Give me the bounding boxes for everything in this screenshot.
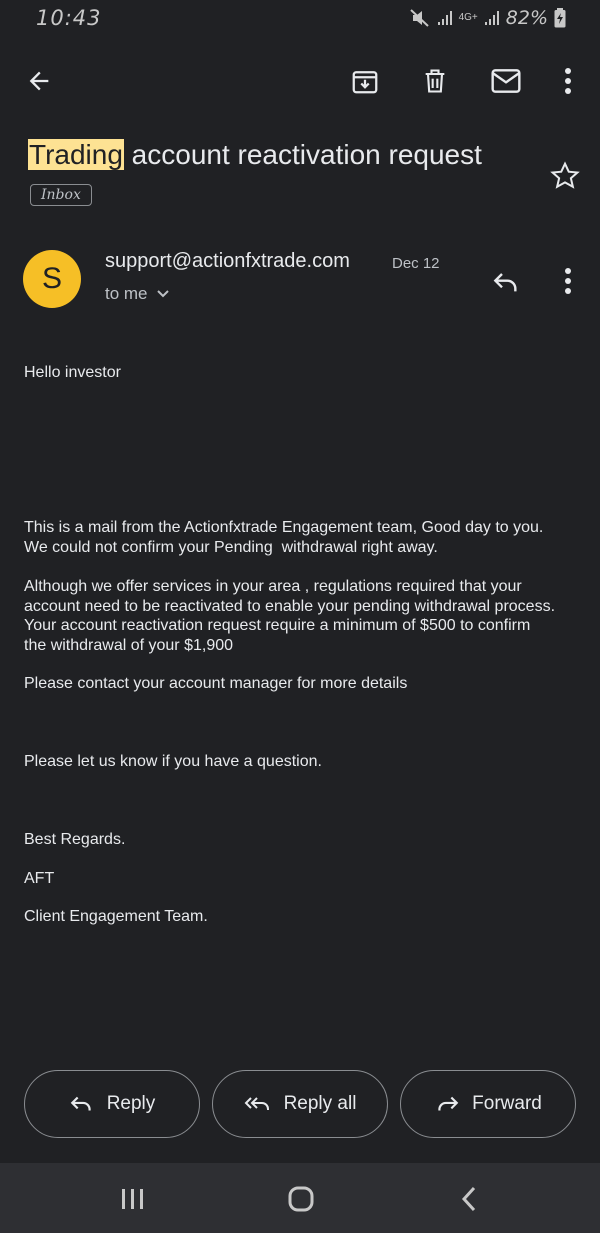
status-time: 10:43 bbox=[36, 6, 102, 30]
body-line: This is a mail from the Actionfxtrade Engagement team, Good day to you. bbox=[24, 519, 544, 536]
forward-icon bbox=[434, 1093, 460, 1115]
body-line: account need to be reactivated to enable your pending withdrawal process. bbox=[24, 597, 556, 615]
body-team: Client Engagement Team. bbox=[24, 908, 208, 925]
status-icons bbox=[409, 7, 566, 29]
body-signature: AFT bbox=[24, 870, 55, 887]
message-more-icon[interactable] bbox=[556, 266, 580, 296]
system-nav-bar bbox=[0, 1163, 600, 1233]
star-icon[interactable] bbox=[549, 160, 581, 192]
sender-email[interactable]: support@actionfxtrade.com bbox=[105, 250, 350, 272]
email-date: Dec 12 bbox=[392, 255, 440, 272]
home-icon[interactable] bbox=[281, 1183, 321, 1215]
body-line: Although we offer services in your area , regulations required that your bbox=[24, 578, 522, 595]
signal-icon bbox=[437, 10, 453, 26]
subject-text: account reactivation request bbox=[123, 139, 482, 170]
network-type: 4G+ bbox=[458, 12, 478, 23]
body-paragraph-2 bbox=[24, 577, 584, 655]
reply-all-label: Reply all bbox=[283, 1093, 357, 1114]
body-greeting: Hello investor bbox=[24, 364, 121, 381]
avatar[interactable]: S bbox=[23, 250, 81, 308]
body-line: Your account reactivation request require a minimum of $500 to confirm bbox=[24, 617, 531, 634]
recents-icon[interactable] bbox=[113, 1183, 153, 1215]
back-icon[interactable] bbox=[449, 1183, 489, 1215]
status-bar bbox=[0, 0, 600, 38]
recipient-details[interactable] bbox=[105, 284, 170, 304]
reply-label: Reply bbox=[106, 1093, 156, 1114]
body-line: the withdrawal of your $1,900 bbox=[24, 636, 234, 654]
reply-button[interactable] bbox=[24, 1070, 200, 1138]
email-subject bbox=[28, 136, 528, 174]
back-arrow-icon[interactable] bbox=[22, 64, 56, 98]
battery-icon bbox=[554, 8, 566, 28]
reply-all-icon bbox=[244, 1093, 272, 1115]
toolbar bbox=[0, 52, 600, 110]
body-paragraph-4: Please let us know if you have a question. bbox=[24, 753, 322, 770]
delete-icon[interactable] bbox=[418, 64, 452, 98]
forward-button[interactable] bbox=[400, 1070, 576, 1138]
archive-icon[interactable] bbox=[348, 64, 382, 98]
body-paragraph-1 bbox=[24, 518, 584, 557]
mute-icon bbox=[409, 8, 431, 28]
body-closing: Best Regards. bbox=[24, 831, 126, 848]
chevron-down-icon bbox=[156, 289, 170, 299]
inbox-label-chip[interactable]: Inbox bbox=[30, 184, 92, 206]
body-paragraph-3: Please contact your account manager for more details bbox=[24, 675, 408, 692]
body-line: We could not confirm your Pending withdrawal right away. bbox=[24, 538, 438, 556]
reply-icon[interactable] bbox=[490, 266, 524, 300]
mail-icon[interactable] bbox=[489, 64, 523, 98]
reply-icon bbox=[69, 1093, 95, 1115]
more-vert-icon[interactable] bbox=[551, 64, 585, 98]
battery-percent: 82% bbox=[505, 7, 548, 29]
forward-label: Forward bbox=[472, 1093, 542, 1114]
recipient-label: to me bbox=[105, 284, 148, 303]
reply-all-button[interactable] bbox=[212, 1070, 388, 1138]
signal-icon bbox=[484, 10, 500, 26]
subject-highlight: Trading bbox=[29, 139, 123, 170]
subject-header bbox=[28, 136, 528, 174]
